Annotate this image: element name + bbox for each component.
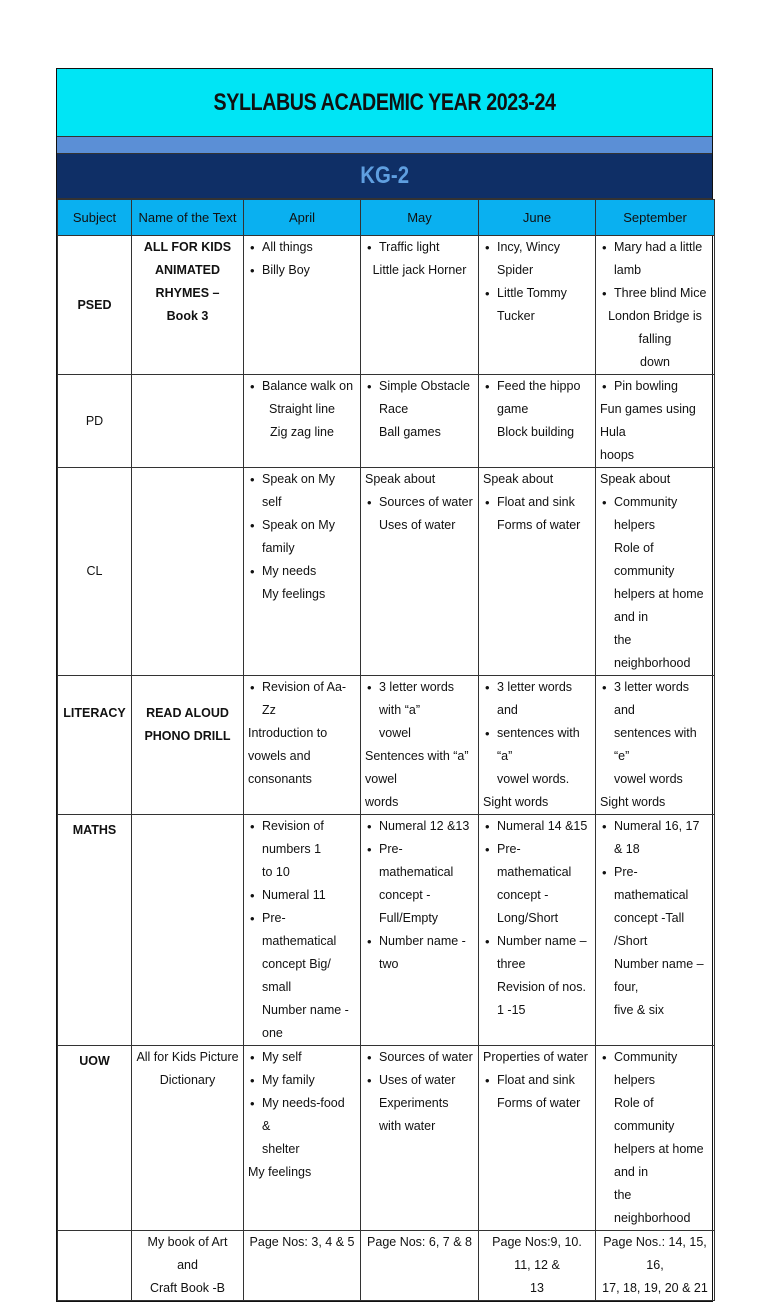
syllabus-table [57, 199, 715, 1301]
text-line: the neighborhood [614, 1188, 691, 1225]
text-line: Number name -one [262, 1003, 349, 1040]
list-item: • Mary had a little lamb [600, 236, 710, 282]
text-line: Ball games [379, 425, 441, 439]
header-june: June [479, 200, 596, 236]
list-item: • Revision of numbers 1 [248, 815, 356, 861]
list-item: • Three blind Mice [600, 282, 710, 305]
april-cell [244, 468, 361, 676]
list-item: • My needs [248, 560, 356, 583]
september-cell [596, 1231, 715, 1301]
text-line: Number name –four, [614, 957, 704, 994]
text-line: helpers at home and in [614, 1142, 704, 1179]
list-item: • Float and sink [483, 1069, 591, 1092]
text-name-cell [132, 676, 244, 815]
text-line: READ ALOUD [146, 706, 229, 720]
subject-cell: MATHS [58, 815, 132, 1046]
may-cell [361, 815, 479, 1046]
text-line: Block building [497, 425, 575, 439]
list-item: • Balance walk on [248, 375, 356, 398]
header-text-name: Name of the Text [132, 200, 244, 236]
table-row-uow [58, 1046, 715, 1231]
april-cell [244, 815, 361, 1046]
text-line: Forms of water [497, 518, 581, 532]
text-line: sentences with “e” [614, 726, 697, 763]
september-cell [596, 468, 715, 676]
grade-label: KG-2 [360, 162, 409, 189]
text-line: Uses of water [379, 518, 456, 532]
subject-cell: PD [58, 375, 132, 468]
text-line: 17, 18, 19, 20 & 21 [602, 1281, 708, 1295]
subject-cell: LITERACY [58, 676, 132, 815]
text-line: Craft Book -B [149, 1281, 226, 1295]
text-line: ALL FOR KIDS [143, 240, 232, 254]
list-item: • My family [248, 1069, 356, 1092]
text-line: vowel words [614, 772, 683, 786]
table-row-psed [58, 236, 715, 375]
text-line: Speak about [483, 472, 554, 486]
list-item: • Pre-mathematical [248, 907, 356, 953]
text-name-cell [132, 468, 244, 676]
list-item: • 3 letter words and [600, 676, 710, 722]
text-line: Introduction to vowels and [248, 726, 328, 763]
may-cell [361, 1231, 479, 1301]
list-item: • My needs-food & [248, 1092, 356, 1138]
list-item: • Community helpers [600, 491, 710, 537]
divider-stripe [57, 137, 712, 154]
september-cell [596, 375, 715, 468]
september-cell [596, 1046, 715, 1231]
text-line: Page Nos: 3, 4 & 5 [249, 1235, 355, 1249]
april-cell [244, 676, 361, 815]
text-name-cell [132, 375, 244, 468]
text-line: Sentences with “a” vowel [365, 749, 469, 786]
may-cell [361, 676, 479, 815]
june-cell [479, 468, 596, 676]
list-item: • sentences with “a” [483, 722, 591, 768]
text-line: concept Big/ small [262, 957, 331, 994]
page-title: SYLLABUS ACADEMIC YEAR 2023-24 [213, 88, 556, 116]
list-item: • Uses of water [365, 1069, 474, 1092]
text-line: Revision of nos. 1 -15 [497, 980, 586, 1017]
list-item: • 3 letter words with “a” [365, 676, 474, 722]
table-row-cl [58, 468, 715, 676]
may-cell [361, 468, 479, 676]
text-line: Sight words [600, 795, 666, 809]
grade-banner [57, 154, 712, 199]
april-cell [244, 1231, 361, 1301]
list-item: • Revision of Aa-Zz [248, 676, 356, 722]
list-item: • Community helpers [600, 1046, 710, 1092]
text-line: My book of Art and [147, 1235, 228, 1272]
table-row-pd [58, 375, 715, 468]
text-line: vowel [379, 726, 411, 740]
text-line: Little jack Horner [372, 263, 467, 277]
june-cell [479, 676, 596, 815]
list-item: • Numeral 16, 17 & 18 [600, 815, 710, 861]
text-line: Speak about [365, 472, 436, 486]
list-item: • Traffic light [365, 236, 474, 259]
september-cell [596, 236, 715, 375]
list-item: • Feed the hippo game [483, 375, 591, 421]
subject-cell: UOW [58, 1046, 132, 1231]
may-cell [361, 375, 479, 468]
text-line: the neighborhood [614, 633, 691, 670]
text-line: 13 [530, 1281, 544, 1295]
subject-cell [58, 1231, 132, 1301]
title-banner [57, 69, 712, 137]
table-row-maths [58, 815, 715, 1046]
text-line: hoops [600, 448, 635, 462]
table-row-literacy [58, 676, 715, 815]
text-line: to 10 [262, 865, 290, 879]
june-cell [479, 375, 596, 468]
list-item: • Pre-mathematical [600, 861, 710, 907]
text-name-cell [132, 236, 244, 375]
list-item: • 3 letter words and [483, 676, 591, 722]
subject-cell: CL [58, 468, 132, 676]
text-line: Zig zag line [270, 425, 334, 439]
text-name-cell [132, 1046, 244, 1231]
list-item: • All things [248, 236, 356, 259]
june-cell [479, 236, 596, 375]
header-row [58, 200, 715, 236]
text-line: consonants [248, 772, 312, 786]
list-item: • Speak on My self [248, 468, 356, 514]
list-item: • Float and sink [483, 491, 591, 514]
text-line: Properties of water [483, 1050, 588, 1064]
text-line: vowel words. [497, 772, 570, 786]
header-may: May [361, 200, 479, 236]
list-item: • Pin bowling [600, 375, 710, 398]
april-cell [244, 1046, 361, 1231]
text-line: Page Nos.: 14, 15, 16, [603, 1235, 707, 1272]
text-line: Role of community [614, 541, 675, 578]
header-april: April [244, 200, 361, 236]
june-cell [479, 815, 596, 1046]
september-cell [596, 676, 715, 815]
text-line: Fun games using Hula [600, 402, 696, 439]
text-line: concept -Long/Short [497, 888, 559, 925]
text-name-cell [132, 815, 244, 1046]
text-line: Dictionary [159, 1073, 216, 1087]
text-line: Page Nos: 6, 7 & 8 [367, 1235, 472, 1249]
june-cell [479, 1231, 596, 1301]
header-september: September [596, 200, 715, 236]
list-item: • Number name -two [365, 930, 474, 976]
list-item: • Numeral 14 &15 [483, 815, 591, 838]
april-cell [244, 236, 361, 375]
text-line: five & six [614, 1003, 665, 1017]
text-line: concept -Full/Empty [379, 888, 439, 925]
text-line: London Bridge is falling [608, 309, 702, 346]
text-line: PHONO DRILL [144, 729, 231, 743]
may-cell [361, 1046, 479, 1231]
text-line: Role of community [614, 1096, 675, 1133]
text-line: Forms of water [497, 1096, 581, 1110]
table-row-art [58, 1231, 715, 1301]
list-item: • Number name –three [483, 930, 591, 976]
list-item: • Sources of water [365, 491, 474, 514]
list-item: • Simple Obstacle Race [365, 375, 474, 421]
september-cell [596, 815, 715, 1046]
list-item: • Numeral 11 [248, 884, 356, 907]
text-line: Experiments with water [379, 1096, 449, 1133]
text-line: Book 3 [166, 309, 209, 323]
text-line: down [640, 355, 670, 369]
text-line: ANIMATED RHYMES – [154, 263, 221, 300]
text-line: My feelings [248, 1165, 312, 1179]
list-item: • My self [248, 1046, 356, 1069]
text-line: helpers at home and in [614, 587, 704, 624]
text-line: All for Kids Picture [136, 1050, 239, 1064]
header-subject: Subject [58, 200, 132, 236]
june-cell [479, 1046, 596, 1231]
list-item: • Pre-mathematical [365, 838, 474, 884]
list-item: • Billy Boy [248, 259, 356, 282]
list-item: • Incy, Wincy Spider [483, 236, 591, 282]
text-name-cell [132, 1231, 244, 1301]
text-line: Sight words [483, 795, 549, 809]
list-item: • Speak on My family [248, 514, 356, 560]
text-line: Page Nos:9, 10. 11, 12 & [492, 1235, 582, 1272]
subject-cell: PSED [58, 236, 132, 375]
syllabus-sheet [56, 68, 713, 1302]
list-item: • Pre-mathematical [483, 838, 591, 884]
list-item: • Little Tommy Tucker [483, 282, 591, 328]
text-line: shelter [262, 1142, 300, 1156]
text-line: Speak about [600, 472, 671, 486]
text-line: Straight line [268, 402, 335, 416]
list-item: • Numeral 12 &13 [365, 815, 474, 838]
may-cell [361, 236, 479, 375]
list-item: • Sources of water [365, 1046, 474, 1069]
text-line: words [365, 795, 399, 809]
text-line: concept -Tall /Short [614, 911, 685, 948]
april-cell [244, 375, 361, 468]
text-line: My feelings [262, 587, 326, 601]
